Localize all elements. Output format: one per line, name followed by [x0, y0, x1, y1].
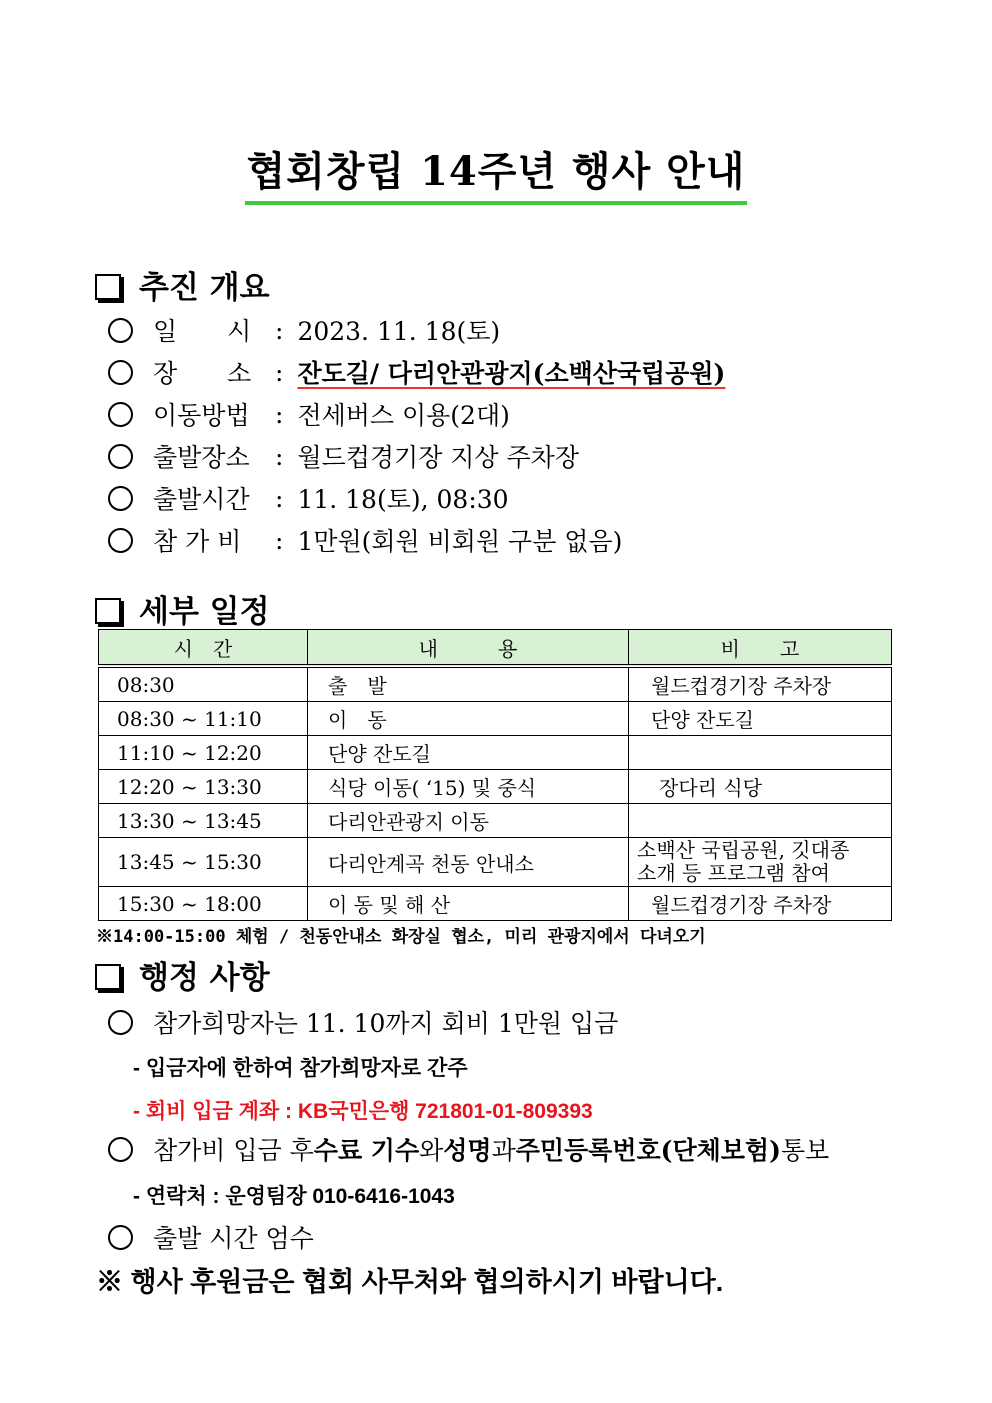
circle-bullet-icon	[108, 318, 133, 343]
closing-notice: ※ 행사 후원금은 협회 사무처와 협의하시기 바랍니다.	[96, 1267, 724, 1297]
overview-item-transport: 이동방법 : 전세버스 이용(2대)	[108, 396, 510, 432]
section-heading-admin: 행정 사항	[95, 952, 270, 997]
table-row: 13:30 ~ 13:45 다리안관광지 이동	[99, 804, 892, 838]
circle-bullet-icon	[108, 486, 133, 511]
admin-item-deposit: 참가희망자는 11. 10까지 회비 1만원 입금	[108, 1004, 618, 1040]
table-row: 13:45 ~ 15:30 다리안계곡 천동 안내소 소백산 국립공원, 깃대종 소개 등 프로그램 참여	[99, 838, 892, 887]
overview-item-date: 일 시 : 2023. 11. 18(토)	[108, 312, 500, 348]
circle-bullet-icon	[108, 444, 133, 469]
circle-bullet-icon	[108, 1010, 133, 1035]
schedule-footnote: ※14:00-15:00 체험 / 천동안내소 화장실 협소, 미리 관광지에서 다녀오기	[96, 927, 706, 947]
section-heading-schedule: 세부 일정	[95, 586, 270, 631]
overview-item-fee: 참 가 비 : 1만원(회원 비회원 구분 없음)	[108, 522, 622, 558]
admin-subitem-contact: - 연락처 : 운영팀장 010-6416-1043	[133, 1185, 455, 1208]
circle-bullet-icon	[108, 402, 133, 427]
circle-bullet-icon	[108, 1225, 133, 1250]
checkbox-square-icon	[95, 274, 121, 300]
overview-item-place: 장 소 : 잔도길/ 다리안관광지(소백산국립공원)	[108, 354, 725, 390]
table-row: 08:30 출 발 월드컵경기장 주차장	[99, 666, 892, 702]
overview-item-departure-time: 출발시간 : 11. 18(토), 08:30	[108, 480, 509, 516]
admin-item-notify: 참가비 입금 후 수료 기수 와 성명 과 주민등록번호(단체보험) 통보	[108, 1131, 829, 1167]
page-title: 협회창립 14주년 행사 안내	[0, 140, 992, 205]
admin-subitem-deposit-note: - 입금자에 한하여 참가희망자로 간주	[133, 1057, 468, 1080]
schedule-table	[98, 629, 892, 921]
checkbox-square-icon	[95, 964, 121, 990]
table-row: 12:20 ~ 13:30 식당 이동( ‘15) 및 중식 장다리 식당	[99, 770, 892, 804]
admin-item-punctuality: 출발 시간 엄수	[108, 1219, 314, 1255]
circle-bullet-icon	[108, 1137, 133, 1162]
section-heading-overview: 추진 개요	[95, 262, 270, 307]
admin-subitem-account: - 회비 입금 계좌 : KB국민은행 721801-01-809393	[133, 1100, 593, 1123]
column-header-content: 내 용	[308, 630, 629, 667]
overview-item-departure-place: 출발장소 : 월드컵경기장 지상 주차장	[108, 438, 579, 474]
checkbox-square-icon	[95, 598, 121, 624]
table-row: 15:30 ~ 18:00 이 동 및 해 산 월드컵경기장 주차장	[99, 887, 892, 921]
table-header-row	[99, 630, 892, 667]
column-header-note: 비 고	[629, 630, 892, 667]
table-row: 08:30 ~ 11:10 이 동 단양 잔도길	[99, 702, 892, 736]
table-row: 11:10 ~ 12:20 단양 잔도길	[99, 736, 892, 770]
column-header-time: 시 간	[99, 630, 308, 667]
circle-bullet-icon	[108, 528, 133, 553]
circle-bullet-icon	[108, 360, 133, 385]
